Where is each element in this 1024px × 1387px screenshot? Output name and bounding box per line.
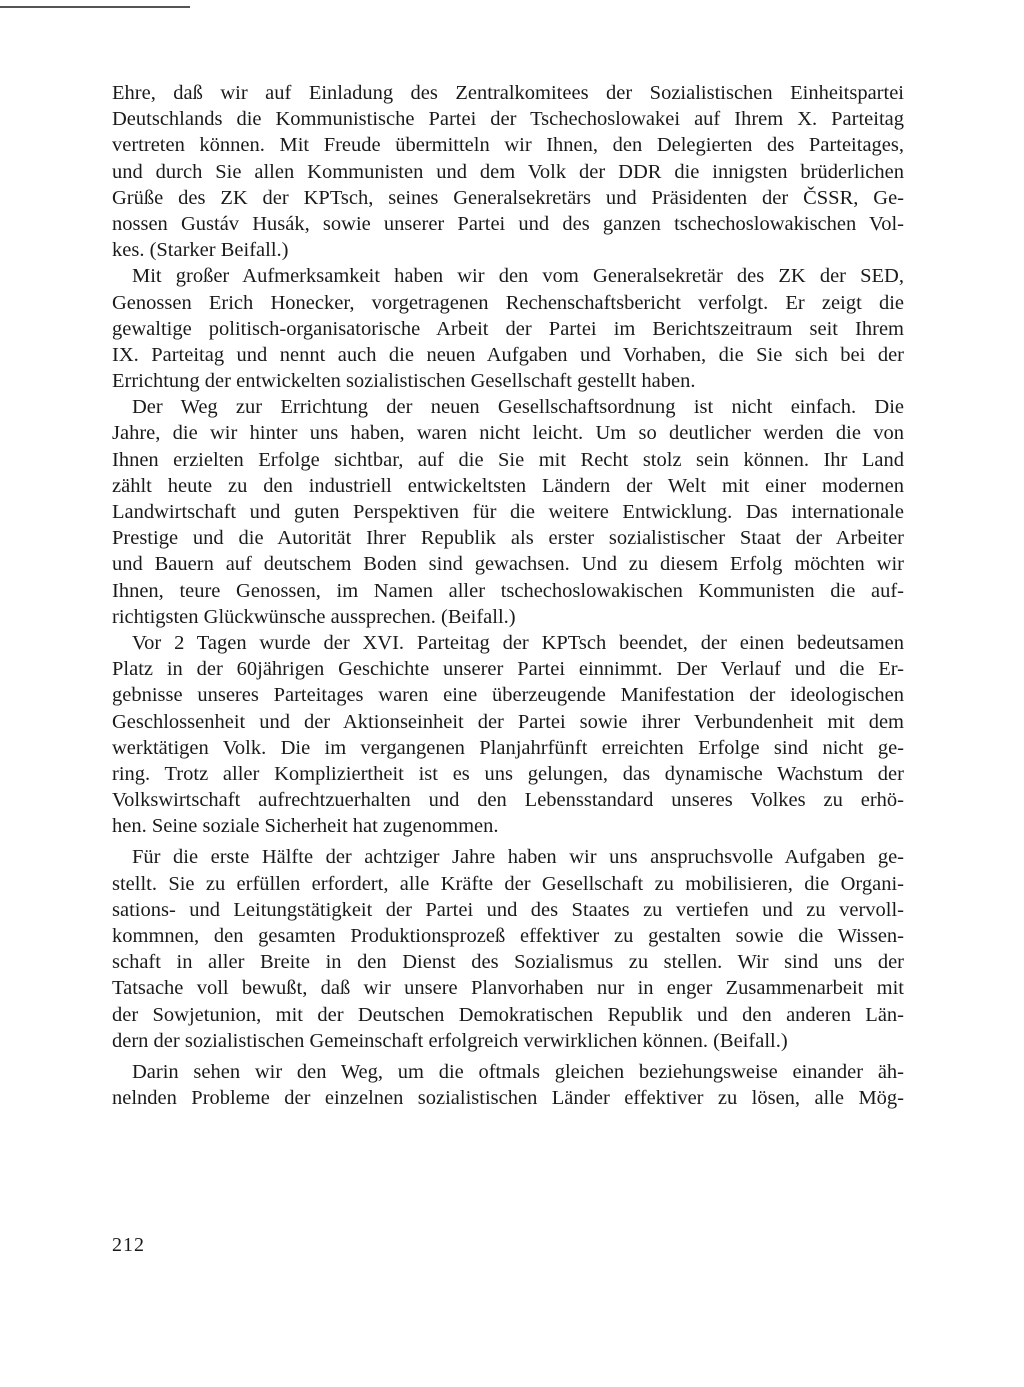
text-line: Errichtung der entwickelten sozialistischen Gesellschaft gestellt haben.	[112, 370, 696, 393]
text-line: ring. Trotz aller Kompliziertheit ist es uns gelungen, das dynamische Wachstum der	[112, 762, 904, 785]
text-line: schaft in aller Breite in den Dienst des Sozialismus zu stellen. Wir sind uns der	[112, 951, 904, 974]
text-line: kes. (Starker Beifall.)	[112, 239, 289, 262]
paragraph	[112, 394, 904, 630]
page-number: 212	[112, 1234, 145, 1256]
text-line: Ihnen erzielten Erfolge sichtbar, auf die Sie mit Recht stolz sein können. Ihr Land	[112, 448, 904, 471]
text-line: werktätigen Volk. Die im vergangenen Planjahrfünft erreichten Erfolge sind nicht ge-	[112, 736, 904, 759]
text-line: sations- und Leitungstätigkeit der Partei und des Staates zu vertiefen und zu vervoll-	[112, 898, 904, 921]
text-line: Mit großer Aufmerksamkeit haben wir den vom Generalsekretär des ZK der SED,	[132, 265, 904, 288]
text-line: der Sowjetunion, mit der Deutschen Demokratischen Republik und den anderen Län-	[112, 1003, 904, 1026]
text-line: vertreten können. Mit Freude übermitteln wir Ihnen, den Delegierten des Parteitages,	[112, 134, 904, 157]
text-line: dern der sozialistischen Gemeinschaft erfolgreich verwirklichen können. (Beifall.)	[112, 1029, 788, 1052]
text-line: gewaltige politisch-organisatorische Arbeit der Partei im Berichtszeitraum seit Ihrem	[112, 317, 904, 340]
text-line: Darin sehen wir den Weg, um die oftmals gleichen beziehungsweise einander äh-	[132, 1060, 904, 1083]
text-line: nelnden Probleme der einzelnen sozialistischen Länder effektiver zu lösen, alle Mög-	[112, 1087, 904, 1110]
text-line: richtigsten Glückwünsche aussprechen. (Beifall.)	[112, 605, 516, 628]
text-line: Tatsache voll bewußt, daß wir unsere Planvorhaben nur in enger Zusammenarbeit mit	[112, 977, 904, 1000]
text-line: und Bauern auf deutschem Boden sind gewachsen. Und zu diesem Erfolg möchten wir	[112, 553, 904, 576]
text-line: Geschlossenheit und der Aktionseinheit der Partei sowie ihrer Verbundenheit mit dem	[112, 710, 904, 733]
text-line: und durch Sie allen Kommunisten und dem Volk der DDR die innigsten brüderlichen	[112, 160, 904, 183]
text-line: Platz in der 60jährigen Geschichte unserer Partei einnimmt. Der Verlauf und die Er-	[112, 658, 904, 681]
text-line: stellt. Sie zu erfüllen erfordert, alle Kräfte der Gesellschaft zu mobilisieren, die Organi-	[112, 872, 904, 895]
text-line: Für die erste Hälfte der achtziger Jahre haben wir uns anspruchsvolle Aufgaben ge-	[132, 846, 904, 869]
text-line: Ihnen, teure Genossen, im Namen aller tschechoslowakischen Kommunisten die auf-	[112, 579, 904, 602]
page-body	[112, 80, 904, 1111]
text-line: kommnen, den gesamten Produktionsprozeß effektiver zu gestalten sowie die Wissen-	[112, 925, 904, 947]
text-line: Der Weg zur Errichtung der neuen Gesellschaftsordnung ist nicht einfach. Die	[132, 396, 904, 419]
paragraph	[112, 263, 904, 394]
text-line: zählt heute zu den industriell entwickeltsten Ländern der Welt mit einer modernen	[112, 474, 904, 497]
top-rule	[0, 6, 190, 8]
paragraph	[112, 630, 904, 840]
text-line: Volkswirtschaft aufrechtzuerhalten und den Lebensstandard unseres Volkes zu erhö-	[112, 789, 904, 812]
text-line: Genossen Erich Honecker, vorgetragenen Rechenschaftsbericht verfolgt. Er zeigt die	[112, 291, 904, 314]
text-line: Landwirtschaft und guten Perspektiven für die weitere Entwicklung. Das internationale	[112, 501, 904, 523]
text-line: gebnisse unseres Parteitages waren eine überzeugende Manifestation der ideologischen	[112, 684, 904, 707]
text-line: Deutschlands die Kommunistische Partei der Tschechoslowakei auf Ihrem X. Parteitag	[112, 108, 904, 131]
text-line: nossen Gustáv Husák, sowie unserer Partei und des ganzen tschechoslowakischen Vol-	[112, 212, 904, 235]
paragraph	[112, 1059, 904, 1111]
paragraph	[112, 80, 904, 263]
text-line: Ehre, daß wir auf Einladung des Zentralkomitees der Sozialistischen Einheitspartei	[112, 82, 904, 104]
text-line: hen. Seine soziale Sicherheit hat zugenommen.	[112, 815, 499, 838]
text-line: Jahre, die wir hinter uns haben, waren nicht leicht. Um so deutlicher werden die von	[112, 422, 904, 445]
paragraph	[112, 844, 904, 1054]
text-line: Prestige und die Autorität Ihrer Republik als erster sozialistischer Staat der Arbeiter	[112, 527, 904, 550]
text-line: Vor 2 Tagen wurde der XVI. Parteitag der KPTsch beendet, der einen bedeutsamen	[132, 631, 904, 654]
text-line: Grüße des ZK der KPTsch, seines Generalsekretärs und Präsidenten der ČSSR, Ge-	[112, 186, 904, 209]
text-line: IX. Parteitag und nennt auch die neuen Aufgaben und Vorhaben, die Sie sich bei der	[112, 343, 904, 366]
